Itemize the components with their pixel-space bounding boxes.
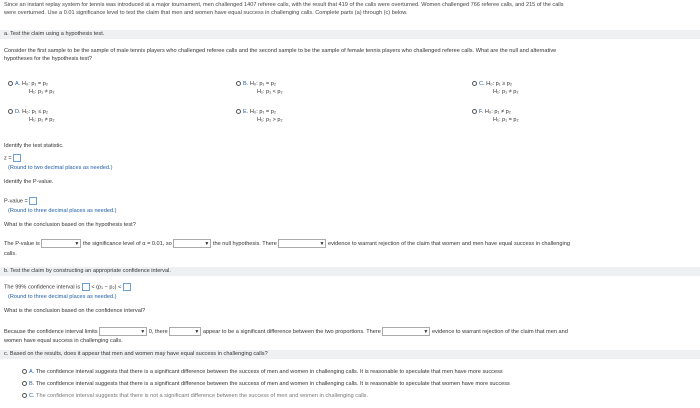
ci-upper-input[interactable]: [123, 283, 131, 291]
caret-down-icon: ▼: [194, 329, 200, 335]
prompt-line-1: Consider the first sample to be the sample of male tennis players who challenged referee calls and the second sample to be the sample of female tennis players who challenged referee calls. What are the null and alternative: [4, 48, 557, 54]
option-h0: H₀: p₁ = p₂: [249, 81, 276, 87]
radio-icon[interactable]: [8, 109, 13, 114]
part-c-option-b[interactable]: [22, 381, 510, 387]
option-h0: H₀: p₁ ≥ p₂: [486, 81, 513, 87]
intro-line-1: Since an instant replay system for tennis was introduced at a major tournament, men challenged 1407 referee calls, with the result that 419 of the calls were overturned. Women challenged 766 referee calls, and 215 of the calls: [4, 2, 564, 8]
caret-down-icon: ▼: [204, 241, 210, 247]
option-h1: H₁: p₁ = p₂: [493, 117, 519, 123]
option-h1: H₁: p₁ ≠ p₂: [29, 89, 55, 95]
radio-icon[interactable]: [22, 393, 27, 398]
radio-icon[interactable]: [236, 109, 241, 114]
ci-conclusion-row: [4, 327, 568, 336]
option-label: C.: [479, 81, 485, 87]
hypothesis-option-a[interactable]: [8, 80, 55, 96]
reject-dropdown[interactable]: [173, 239, 211, 248]
option-text: The confidence interval suggests that there is a significant difference between the success of men and women in challenging calls. It is reasonable to speculate that women have more success: [35, 381, 510, 387]
hypothesis-option-c[interactable]: [472, 80, 519, 96]
cc-text-5: women have equal success in challenging calls.: [4, 338, 123, 344]
ci-lower-input[interactable]: [82, 283, 90, 291]
option-h0: H₀: p₁ ≠ p₂: [484, 109, 511, 115]
cc-text-1: Because the confidence interval limits: [4, 328, 98, 335]
test-statistic-label: Identify the test statistic.: [4, 143, 64, 149]
cc-text-4: evidence to warrant rejection of the claim that men and: [431, 328, 568, 335]
option-text: The confidence interval suggests that there is a significant difference between the success of men and women in challenging calls. It is reasonable to speculate that men have more success: [35, 369, 503, 375]
conc-text-2: the significance level of α = 0.01, so: [82, 240, 172, 247]
does-dropdown[interactable]: [169, 327, 201, 336]
option-label: D.: [15, 109, 21, 115]
p-value-input[interactable]: [29, 197, 37, 205]
hypothesis-option-f[interactable]: [472, 108, 519, 124]
radio-icon[interactable]: [236, 81, 241, 86]
option-label: E.: [243, 109, 249, 115]
part-c-header: [0, 350, 700, 359]
p-row: [4, 197, 37, 205]
cc-text-3: appear to be a significant difference between the two proportions. There: [202, 328, 381, 335]
option-h1: H₁: p₁ > p₂: [257, 117, 283, 123]
caret-down-icon: ▼: [423, 329, 429, 335]
evidence-dropdown[interactable]: [278, 239, 326, 248]
prompt-line-2: hypotheses for the hypothesis test?: [4, 56, 93, 62]
ci-question: What is the conclusion based on the confidence interval?: [4, 308, 146, 314]
part-a-header: [0, 30, 700, 39]
ci-text: The 99% confidence interval is: [4, 284, 81, 291]
radio-icon[interactable]: [472, 81, 477, 86]
option-label: B.: [29, 381, 35, 387]
p-hint: (Round to three decimal places as needed.): [8, 208, 117, 214]
p-value-label: Identify the P-value.: [4, 179, 54, 185]
z-input[interactable]: [13, 154, 21, 162]
option-h0: H₀: p₁ = p₂: [249, 109, 276, 115]
ci-mid: < (p₁ − p₂) <: [91, 284, 122, 291]
z-prefix: z =: [4, 155, 12, 162]
cc-text-2: 0, there: [148, 328, 168, 335]
p-prefix: P-value =: [4, 198, 28, 205]
radio-icon[interactable]: [8, 81, 13, 86]
problem-intro: [4, 1, 564, 17]
hypothesis-option-e[interactable]: [236, 108, 283, 124]
conc-text-4: evidence to warrant rejection of the claim that women and men have equal success in challenging: [328, 240, 570, 247]
option-h0: H₀: p₁ = p₂: [21, 81, 48, 87]
caret-down-icon: ▼: [74, 241, 80, 247]
part-b-title: b. Test the claim by constructing an appropriate confidence interval.: [4, 268, 171, 274]
part-a-prompt: [4, 47, 556, 63]
ci-limits-dropdown[interactable]: [99, 327, 147, 336]
option-text: The confidence interval suggests that there is not a significant difference between the success of men and women in challenging calls.: [36, 393, 369, 399]
z-hint: (Round to two decimal places as needed.): [8, 165, 113, 171]
conclusion-question: What is the conclusion based on the hypothesis test?: [4, 222, 136, 228]
intro-line-2: were overturned. Use a 0.01 significance level to test the claim that men and women have equal success in challenging calls. Complete parts (a) through (c) below.: [4, 10, 408, 16]
ci-hint: (Round to three decimal places as needed.): [8, 294, 117, 300]
hypothesis-option-b[interactable]: [236, 80, 283, 96]
part-c-option-c[interactable]: [22, 393, 368, 399]
conc-text-5: calls.: [4, 251, 17, 257]
part-a-title: a. Test the claim using a hypothesis test.: [4, 31, 105, 37]
radio-icon[interactable]: [22, 381, 27, 386]
conc-text-1: The P-value is: [4, 240, 40, 247]
z-row: [4, 154, 21, 162]
conc-text-3: the null hypothesis. There: [212, 240, 277, 247]
option-h1: H₁: p₁ ≠ p₂: [493, 89, 519, 95]
option-label: F.: [479, 109, 484, 115]
caret-down-icon: ▼: [140, 329, 146, 335]
ci-evidence-dropdown[interactable]: [382, 327, 430, 336]
part-c-option-a[interactable]: [22, 369, 503, 375]
hypothesis-option-d[interactable]: [8, 108, 55, 124]
option-h1: H₁: p₁ ≠ p₂: [29, 117, 55, 123]
part-b-header: [0, 267, 700, 276]
option-label: C.: [29, 393, 35, 399]
option-label: A.: [29, 369, 35, 375]
ci-row: [4, 283, 131, 291]
conclusion-row: [4, 239, 570, 248]
option-h0: H₀: p₁ ≤ p₂: [22, 109, 49, 115]
option-label: A.: [15, 81, 21, 87]
radio-icon[interactable]: [22, 369, 27, 374]
radio-icon[interactable]: [472, 109, 477, 114]
pvalue-compare-dropdown[interactable]: [41, 239, 81, 248]
part-c-title: c. Based on the results, does it appear that men and women may have equal success in challenging calls?: [4, 351, 268, 357]
option-h1: H₁: p₁ < p₂: [257, 89, 283, 95]
option-label: B.: [243, 81, 249, 87]
caret-down-icon: ▼: [319, 241, 325, 247]
